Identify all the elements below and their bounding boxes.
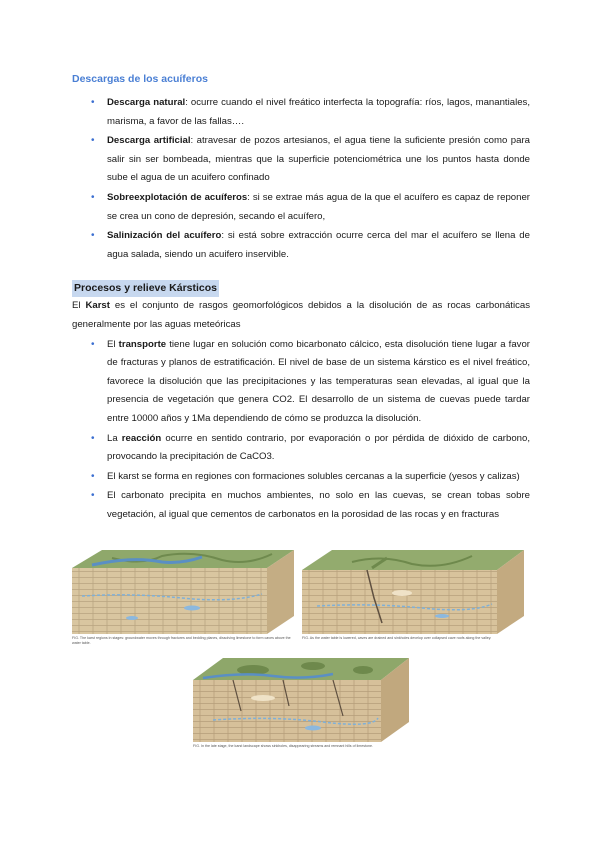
karst-block-diagram-3	[193, 656, 409, 742]
item-text: : si está sobre extracción ocurre cerca del mar el acuífero se llena de agua salada, siendo un acuifero inservible.	[107, 230, 530, 260]
karst-block-diagram-1	[72, 548, 294, 634]
bullet-icon: •	[91, 432, 95, 444]
term: Descarga natural	[107, 97, 186, 108]
karst-list	[72, 336, 530, 525]
document-page	[72, 70, 530, 525]
section-heading-karst: Procesos y relieve Kársticos	[72, 280, 219, 297]
term: Sobreexplotación de acuíferos	[107, 191, 248, 203]
list-item	[72, 189, 530, 226]
list-item	[72, 227, 530, 264]
list-item	[72, 336, 530, 429]
intro-pre: El	[72, 300, 86, 312]
section-heading-descargas: Descargas de los acuíferos	[72, 73, 208, 85]
bullet-icon: •	[91, 338, 95, 350]
bullet-icon: •	[91, 191, 95, 203]
list-item	[72, 487, 530, 524]
item-pre: La	[107, 432, 122, 444]
term: transporte	[118, 338, 167, 350]
term: Salinización del acuífero	[107, 230, 222, 242]
karst-intro	[72, 297, 530, 334]
bullet-icon: •	[91, 97, 95, 108]
figure-caption-3: FIG. In the late stage, the karst landscape shows sinkholes, disappearing streams and remnant hills of limestone.	[193, 744, 373, 748]
item-text: : ocurre cuando el nivel freático interfecta la topografía: ríos, lagos, manantiales, marisma, a favor de las fallas….	[107, 97, 530, 127]
item-text: tiene lugar en solución como bicarbonato cálcico, esta disolución tiene lugar a favor de fracturas y planos de estratificación. El nivel de base de un sistema kárstico es el nivel freático, favorece la disolución que las precipitaciones y las temperaturas sean elevadas, al igual que la presencia de vegetación que genera CO2. El desarrollo de un sistema de cuevas puede tardar entre 10000 años y 1Ma dependiendo de cómo se produzca la disolución.	[107, 338, 530, 424]
intro-post: es el conjunto de rasgos geomorfológicos debidos a la disolución de as rocas carbonáticas generalmente por las aguas meteóricas	[72, 300, 531, 330]
intro-term: Karst	[85, 300, 110, 312]
item-text: ocurre en sentido contrario, por evaporación o por pérdida de dióxido de carbono, provocando la precipitación de CaCO3.	[107, 432, 530, 463]
bullet-icon: •	[91, 470, 95, 482]
figure-caption-2: FIG. As the water table is lowered, caves are drained and sinkholes develop over collapsed cave roofs along the valley.	[302, 636, 492, 640]
karst-block-diagram-2	[302, 548, 524, 634]
list-item	[72, 132, 530, 188]
bullet-icon: •	[91, 135, 95, 147]
item-text: El karst se forma en regiones con formaciones solubles cercanas a la superficie (yesos y calizas)	[107, 470, 520, 482]
descargas-list	[72, 94, 530, 264]
item-pre: El	[107, 338, 119, 350]
term: reacción	[121, 432, 162, 444]
list-item	[72, 468, 530, 487]
figure-caption-1: FIG. The karst regions in stages: groundwater moves through fractures and bedding planes, dissolving limestone to form caves above the water table.	[72, 636, 291, 645]
list-item	[72, 430, 530, 467]
item-text: : si se extrae más agua de la que el acuífero es capaz de reponer se crea un cono de depresión, secando el acuífero,	[107, 191, 530, 222]
list-item	[72, 94, 530, 131]
term: Descarga artificial	[107, 135, 191, 147]
bullet-icon: •	[91, 230, 95, 242]
item-text: : atravesar de pozos artesianos, el agua tiene la suficiente presión como para salir sin ser bombeada, mientras que la superficie potenciométrica une los puntos hasta donde sube el agua de un acuifero confinado	[107, 135, 530, 184]
item-text: El carbonato precipita en muchos ambientes, no solo en las cuevas, se crean tobas sobre vegetación, al igual que cementos de carbonatos en la porosidad de las rocas y en fracturas	[107, 490, 530, 520]
bullet-icon: •	[91, 490, 95, 502]
